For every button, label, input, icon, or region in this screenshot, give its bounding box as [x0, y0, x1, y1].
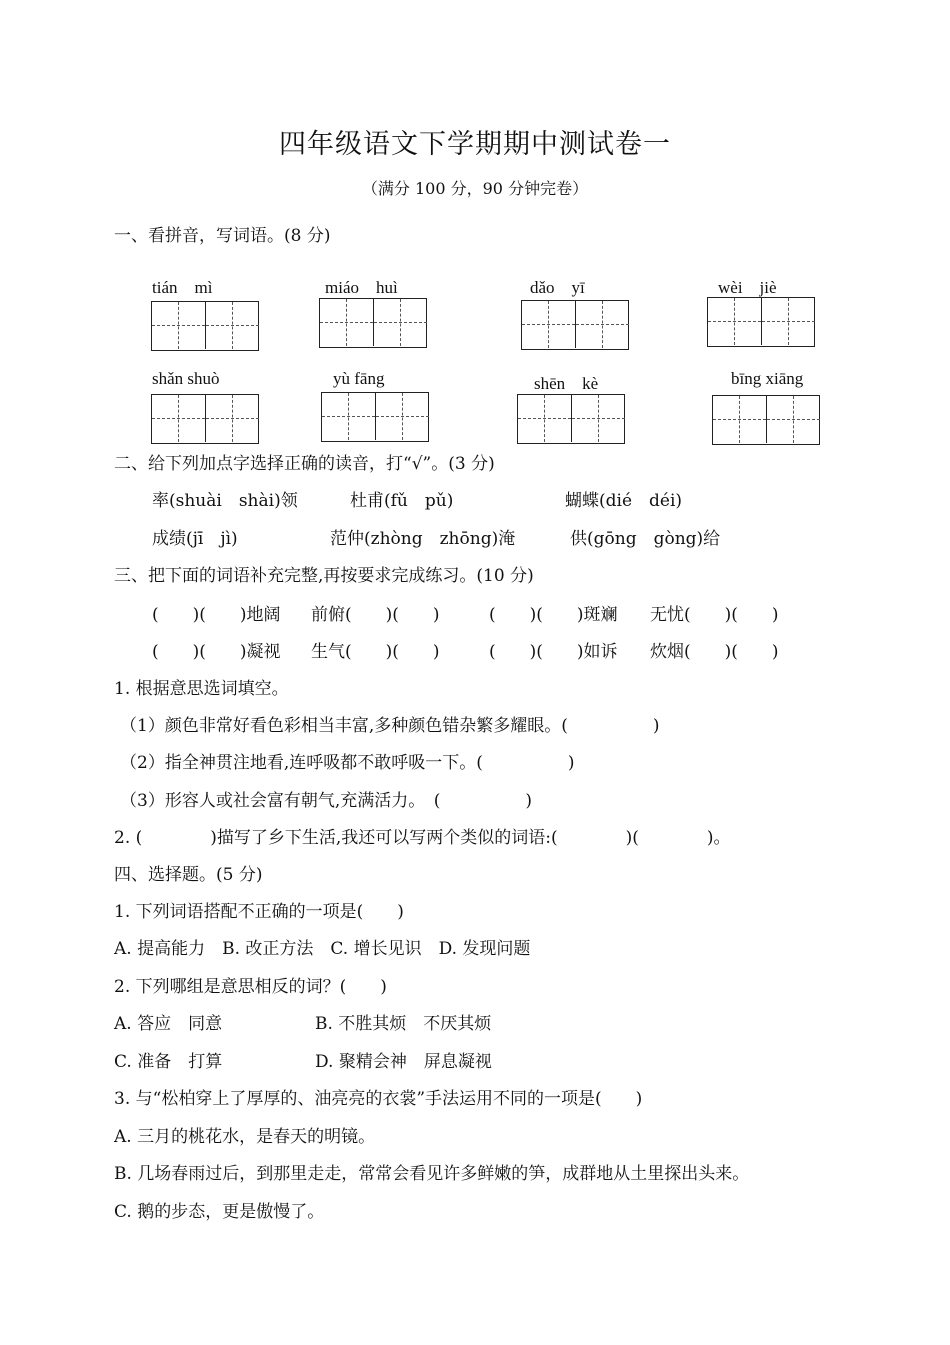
writing-grid-3[interactable] [521, 300, 629, 350]
section4-q3-option-a[interactable]: A. 三月的桃花水，是春天的明镜。 [114, 1127, 376, 1147]
fill-idiom-1[interactable]: ( )( )地阔 [152, 605, 281, 625]
section3-q1-item-2[interactable]: （2）指全神贯注地看,连呼吸都不敢呼吸一下。( ) [120, 753, 575, 773]
writing-grid-1[interactable] [151, 301, 259, 351]
fill-idiom-8[interactable]: 炊烟( )( ) [650, 642, 779, 662]
section4-heading: 四、选择题。(5 分) [114, 865, 263, 885]
pronunciation-item-6[interactable]: 供(gōng gòng)给 [570, 529, 721, 549]
section4-q2-option-a[interactable]: A. 答应 同意 [114, 1014, 223, 1034]
writing-grid-7[interactable] [517, 394, 625, 444]
fill-idiom-6[interactable]: 生气( )( ) [311, 642, 440, 662]
section4-question-2: 2. 下列哪组是意思相反的词？( ) [114, 977, 387, 997]
pinyin-1: tián mì [152, 278, 213, 297]
page-subtitle: （满分 100 分，90 分钟完卷） [361, 179, 589, 198]
pinyin-3: dǎo yī [530, 278, 585, 297]
section4-q1-options[interactable]: A. 提高能力 B. 改正方法 C. 增长见识 D. 发现问题 [114, 939, 531, 959]
pinyin-6: yù fāng [333, 369, 385, 388]
pinyin-8: bīng xiāng [731, 369, 804, 388]
fill-idiom-3[interactable]: ( )( )斑斓 [489, 605, 618, 625]
section2-heading: 二、给下列加点字选择正确的读音，打“√”。(3 分) [114, 454, 495, 474]
pronunciation-item-2[interactable]: 杜甫(fǔ pǔ) [350, 491, 454, 511]
section3-q1-item-3[interactable]: （3）形容人或社会富有朝气,充满活力。 ( ) [120, 791, 532, 811]
fill-idiom-5[interactable]: ( )( )凝视 [152, 642, 281, 662]
pronunciation-item-3[interactable]: 蝴蝶(dié déi) [565, 491, 683, 511]
fill-idiom-4[interactable]: 无忧( )( ) [650, 605, 779, 625]
pinyin-2: miáo huì [325, 278, 398, 297]
section4-question-3: 3. 与“松柏穿上了厚厚的、油亮亮的衣裳”手法运用不同的一项是( ) [114, 1089, 643, 1109]
pinyin-4: wèi jiè [718, 278, 777, 297]
pinyin-5: shǎn shuò [152, 369, 220, 388]
section4-question-1: 1. 下列词语搭配不正确的一项是( ) [114, 902, 404, 922]
writing-grid-8[interactable] [712, 395, 820, 445]
page-title: 四年级语文下学期期中测试卷一 [279, 129, 671, 160]
pinyin-7: shēn kè [534, 374, 599, 393]
pronunciation-item-1[interactable]: 率(shuài shài)领 [152, 491, 298, 511]
section4-q2-option-b[interactable]: B. 不胜其烦 不厌其烦 [315, 1014, 492, 1034]
section4-q3-option-c[interactable]: C. 鹅的步态，更是傲慢了。 [114, 1202, 325, 1222]
pronunciation-item-4[interactable]: 成绩(jī jì) [152, 529, 238, 549]
writing-grid-5[interactable] [151, 394, 259, 444]
section1-heading: 一、看拼音，写词语。(8 分) [114, 226, 331, 246]
section4-q2-option-d[interactable]: D. 聚精会神 屏息凝视 [315, 1052, 492, 1072]
fill-idiom-2[interactable]: 前俯( )( ) [311, 605, 440, 625]
section3-question-2[interactable]: 2. ( )描写了乡下生活,我还可以写两个类似的词语:( )( )。 [114, 828, 731, 848]
section4-q2-option-c[interactable]: C. 准备 打算 [114, 1052, 223, 1072]
section3-heading: 三、把下面的词语补充完整,再按要求完成练习。(10 分) [114, 566, 534, 586]
section3-question-1: 1. 根据意思选词填空。 [114, 679, 289, 699]
writing-grid-4[interactable] [707, 297, 815, 347]
writing-grid-2[interactable] [319, 298, 427, 348]
fill-idiom-7[interactable]: ( )( )如诉 [489, 642, 618, 662]
writing-grid-6[interactable] [321, 392, 429, 442]
section3-q1-item-1[interactable]: （1）颜色非常好看色彩相当丰富,多种颜色错杂繁多耀眼。( ) [120, 716, 660, 736]
pronunciation-item-5[interactable]: 范仲(zhòng zhōng)淹 [330, 529, 516, 549]
section4-q3-option-b[interactable]: B. 几场春雨过后，到那里走走，常常会看见许多鲜嫩的笋，成群地从土里探出头来。 [114, 1164, 750, 1184]
